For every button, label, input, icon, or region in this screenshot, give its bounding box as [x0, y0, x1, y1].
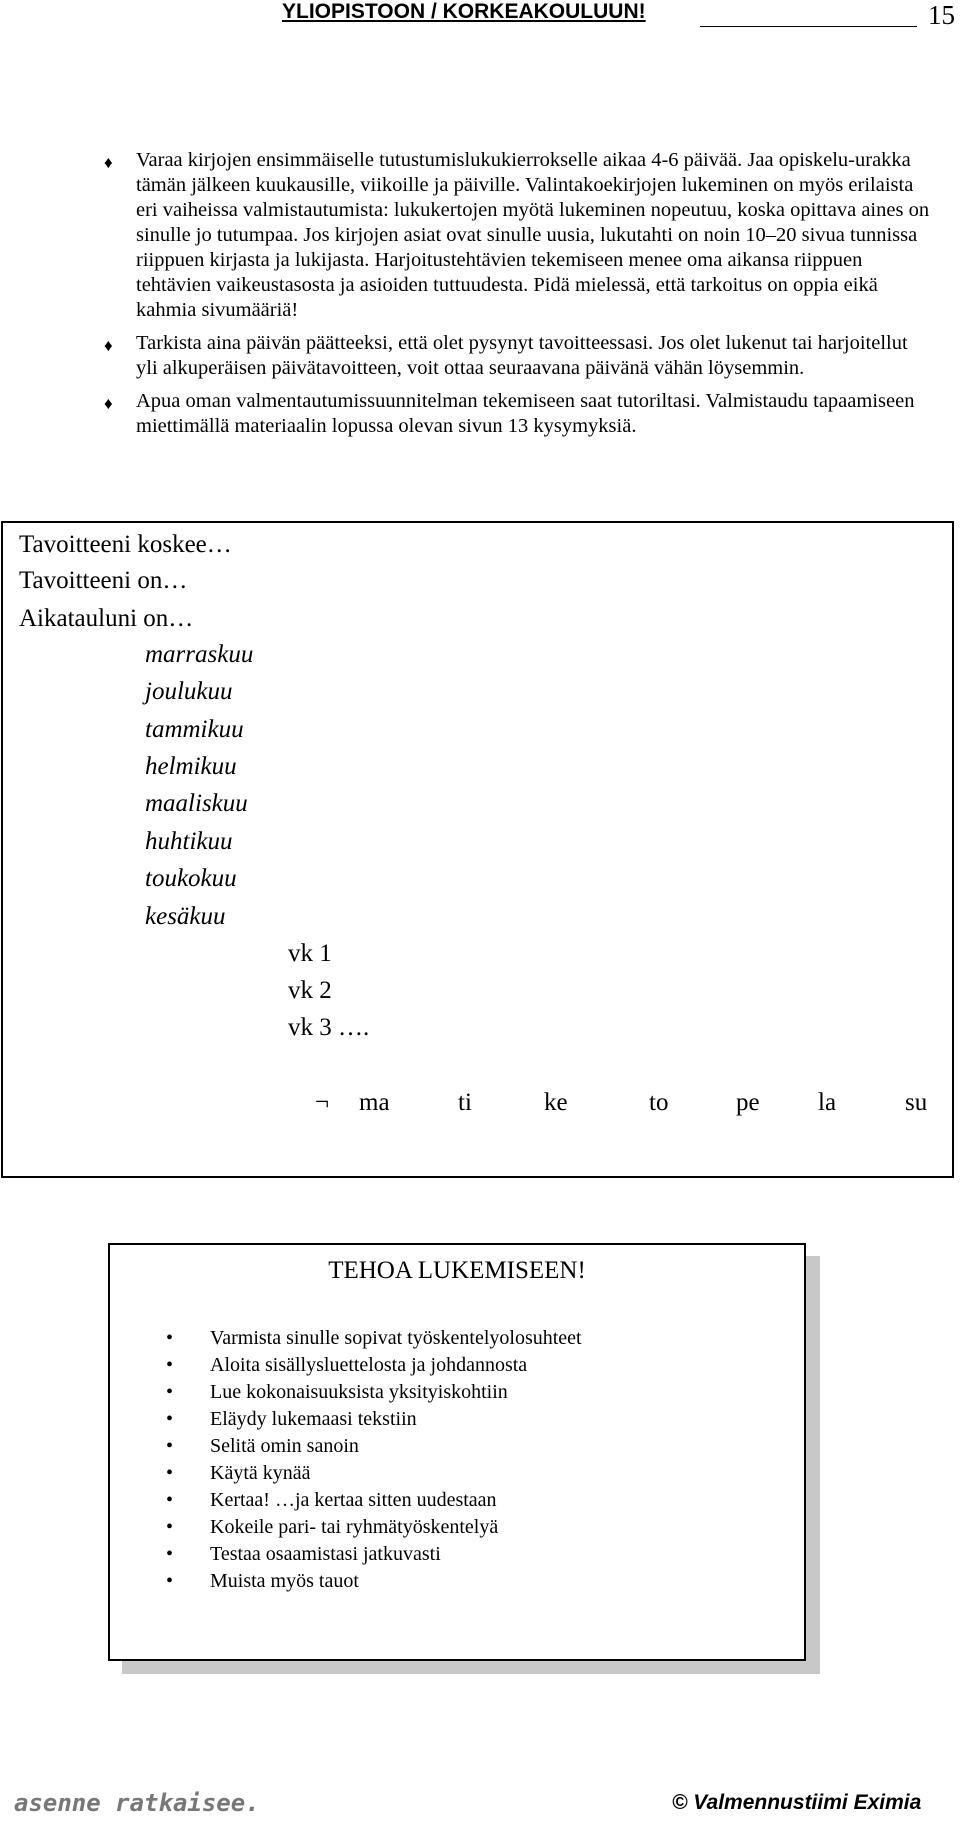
diamond-bullet-icon: ♦	[104, 153, 113, 172]
month-item: toukokuu	[145, 865, 237, 892]
tip-text: Lue kokonaisuuksista yksityiskohtiin	[210, 1381, 508, 1403]
week-item: vk 1	[288, 940, 332, 967]
tip-item	[166, 1568, 582, 1595]
tip-text: Kokeile pari- tai ryhmätyöskentelyä	[210, 1516, 499, 1538]
tips-title: TEHOA LUKEMISEEN!	[328, 1257, 586, 1284]
tip-item	[166, 1352, 582, 1379]
weekday-label: to	[649, 1089, 669, 1116]
goal-planning-box	[1, 521, 954, 1178]
weekday-label: ke	[544, 1089, 568, 1116]
month-item: maaliskuu	[145, 790, 248, 817]
tip-text: Testaa osaamistasi jatkuvasti	[210, 1543, 441, 1565]
bullet-icon: •	[166, 1354, 174, 1376]
weekday-label: la	[818, 1089, 837, 1116]
diamond-bullet-icon: ♦	[104, 336, 113, 355]
tips-list	[166, 1325, 582, 1595]
bullet-icon: •	[166, 1408, 174, 1430]
bullet-icon: •	[166, 1381, 174, 1403]
advice-item	[104, 331, 934, 381]
header-title: YLIOPISTOON / KORKEAKOULUUN!	[282, 0, 646, 23]
tip-item	[166, 1460, 582, 1487]
page-number: 15	[928, 0, 955, 30]
bullet-icon: •	[166, 1570, 174, 1592]
footer-logo: asenne ratkaisee.	[14, 1789, 260, 1817]
page-header	[0, 0, 960, 40]
tip-item	[166, 1325, 582, 1352]
month-item: tammikuu	[145, 716, 244, 743]
tip-text: Aloita sisällysluettelosta ja johdannosta	[210, 1354, 528, 1376]
month-item: kesäkuu	[145, 903, 226, 930]
tip-item	[166, 1379, 582, 1406]
tip-item	[166, 1541, 582, 1568]
advice-text: Varaa kirjojen ensimmäiselle tutustumislukukierrokselle aikaa 4-6 päivää. Jaa opiskelu-urakka tämän jälkeen kuukausille, viikoille ja päiville. Valintakoekirjojen lukeminen on myös erilaista eri vaiheissa valmistautumista: lukukertojen myötä lukeminen nopeutuu, koska opittava aines on sinulle jo tutumpaa. Jos kirjojen asiat ovat sinulle uusia, lukutahti on noin 10–20 sivua tunnissa riippuen kirjasta ja lukijasta. Harjoitustehtävien tekemiseen menee oma aikansa riippuen tehtävien vaikeustasosta ja asioiden tuttuudesta. Pidä mielessä, että tarkoitus on oppia eikä kahmia sivumääriä!	[136, 149, 930, 321]
bullet-icon: •	[166, 1543, 174, 1565]
bullet-icon: •	[166, 1489, 174, 1511]
goal-topic-label: Tavoitteeni koskee…	[19, 531, 232, 558]
advice-item	[104, 389, 934, 439]
weekday-label: ma	[359, 1089, 390, 1116]
bullet-icon: •	[166, 1462, 174, 1484]
tip-item	[166, 1514, 582, 1541]
week-item: vk 3 ….	[288, 1014, 370, 1041]
tip-text: Käytä kynää	[210, 1462, 311, 1484]
bullet-icon: •	[166, 1435, 174, 1457]
header-rule	[700, 26, 917, 27]
advice-list	[104, 148, 934, 447]
weekday-label: pe	[736, 1089, 760, 1116]
bullet-icon: •	[166, 1327, 174, 1349]
week-item: vk 2	[288, 977, 332, 1004]
bullet-icon: •	[166, 1516, 174, 1538]
tip-text: Muista myös tauot	[210, 1570, 359, 1592]
advice-text: Tarkista aina päivän päätteeksi, että olet pysynyt tavoitteessasi. Jos olet lukenut tai harjoitellut yli alkuperäisen päivätavoitteen, voit ottaa seuraavana päivänä vähän löysemmin.	[136, 332, 908, 379]
weekday-label: ti	[458, 1089, 472, 1116]
month-item: marraskuu	[145, 641, 254, 668]
month-item: joulukuu	[145, 678, 233, 705]
tip-item	[166, 1487, 582, 1514]
tip-item	[166, 1406, 582, 1433]
tip-text: Selitä omin sanoin	[210, 1435, 359, 1457]
tip-text: Varmista sinulle sopivat työskentelyolosuhteet	[210, 1327, 582, 1349]
tip-text: Kertaa! …ja kertaa sitten uudestaan	[210, 1489, 497, 1511]
day-marker: ¬	[315, 1089, 330, 1116]
month-item: huhtikuu	[145, 828, 233, 855]
footer-copyright: © Valmennustiimi Eximia	[672, 1791, 922, 1814]
weekday-label: su	[905, 1089, 928, 1116]
advice-text: Apua oman valmentautumissuunnitelman tekemiseen saat tutoriltasi. Valmistaudu tapaamiseen miettimällä materiaalin lopussa olevan sivun 13 kysymyksiä.	[136, 390, 915, 437]
month-item: helmikuu	[145, 753, 237, 780]
schedule-label: Aikatauluni on…	[19, 605, 194, 632]
tip-text: Eläydy lukemaasi tekstiin	[210, 1408, 417, 1430]
diamond-bullet-icon: ♦	[104, 394, 113, 413]
goal-label: Tavoitteeni on…	[19, 567, 188, 594]
advice-item	[104, 148, 934, 323]
reading-tips-box	[108, 1243, 806, 1661]
tip-item	[166, 1433, 582, 1460]
